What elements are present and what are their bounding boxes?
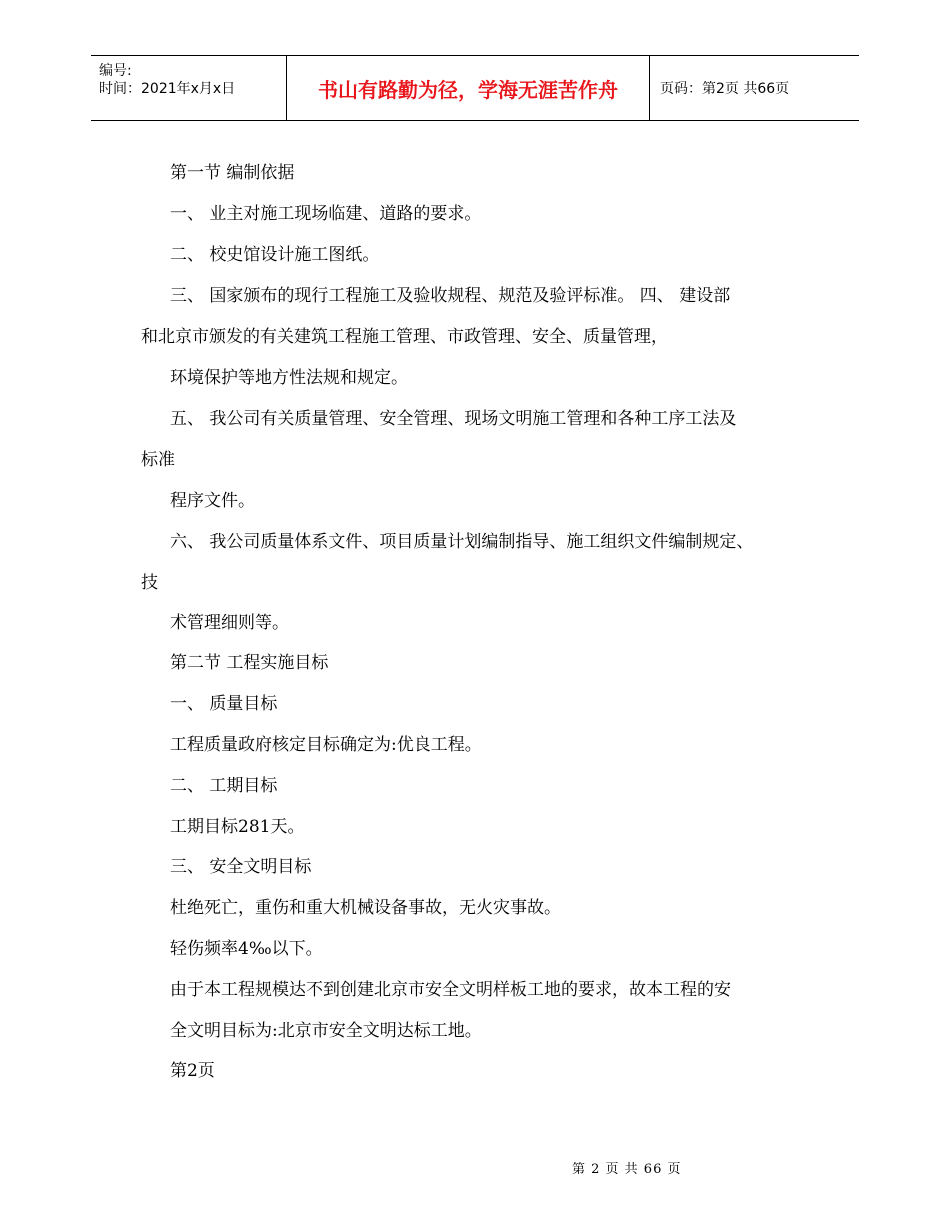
paragraph-line: 技 (141, 573, 158, 593)
section-heading: 第二节 工程实施目标 (170, 653, 329, 673)
number-label: 编号: (99, 63, 132, 79)
header-motto: 书山有路勤为径，学海无涯苦作舟 (286, 56, 650, 120)
time-label: 时间：2021年x月x日 (99, 81, 236, 97)
inline-page-number: 第2页 (170, 1061, 215, 1081)
paragraph-line: 三、 国家颁布的现行工程施工及验收规程、规范及验评标准。 四、 建设部 (170, 286, 731, 306)
paragraph-line: 全文明目标为:北京市安全文明达标工地。 (170, 1021, 482, 1041)
document-header (91, 55, 859, 121)
paragraph-line: 轻伤频率4‰以下。 (170, 939, 323, 959)
paragraph-line: 由于本工程规模达不到创建北京市安全文明样板工地的要求，故本工程的安 (170, 980, 731, 1000)
paragraph-line: 杜绝死亡，重伤和重大机械设备事故，无火灾事故。 (170, 898, 561, 918)
paragraph-line: 工程质量政府核定目标确定为:优良工程。 (170, 735, 482, 755)
paragraph-line: 五、 我公司有关质量管理、安全管理、现场文明施工管理和各种工序工法及 (170, 409, 737, 429)
paragraph-line: 环境保护等地方性法规和规定。 (170, 368, 408, 388)
paragraph-line: 六、 我公司质量体系文件、项目质量计划编制指导、施工组织文件编制规定、 (170, 532, 754, 552)
paragraph-line: 一、 业主对施工现场临建、道路的要求。 (170, 204, 482, 224)
paragraph-line: 标准 (141, 450, 175, 470)
section-heading: 第一节 编制依据 (170, 163, 295, 183)
header-meta (91, 56, 286, 120)
paragraph-line: 和北京市颁发的有关建筑工程施工管理、市政管理、安全、质量管理， (141, 327, 668, 347)
paragraph-line: 三、 安全文明目标 (170, 857, 312, 877)
paragraph-line: 一、 质量目标 (170, 694, 278, 714)
paragraph-line: 工期目标281天。 (170, 817, 305, 837)
header-page-info: 页码：第2页 共66页 (660, 81, 790, 97)
paragraph-line: 程序文件。 (170, 491, 255, 511)
footer-page-number: 第 2 页 共 66 页 (572, 1162, 682, 1177)
paragraph-line: 术管理细则等。 (170, 613, 289, 633)
paragraph-line: 二、 工期目标 (170, 776, 278, 796)
paragraph-line: 二、 校史馆设计施工图纸。 (170, 245, 380, 265)
